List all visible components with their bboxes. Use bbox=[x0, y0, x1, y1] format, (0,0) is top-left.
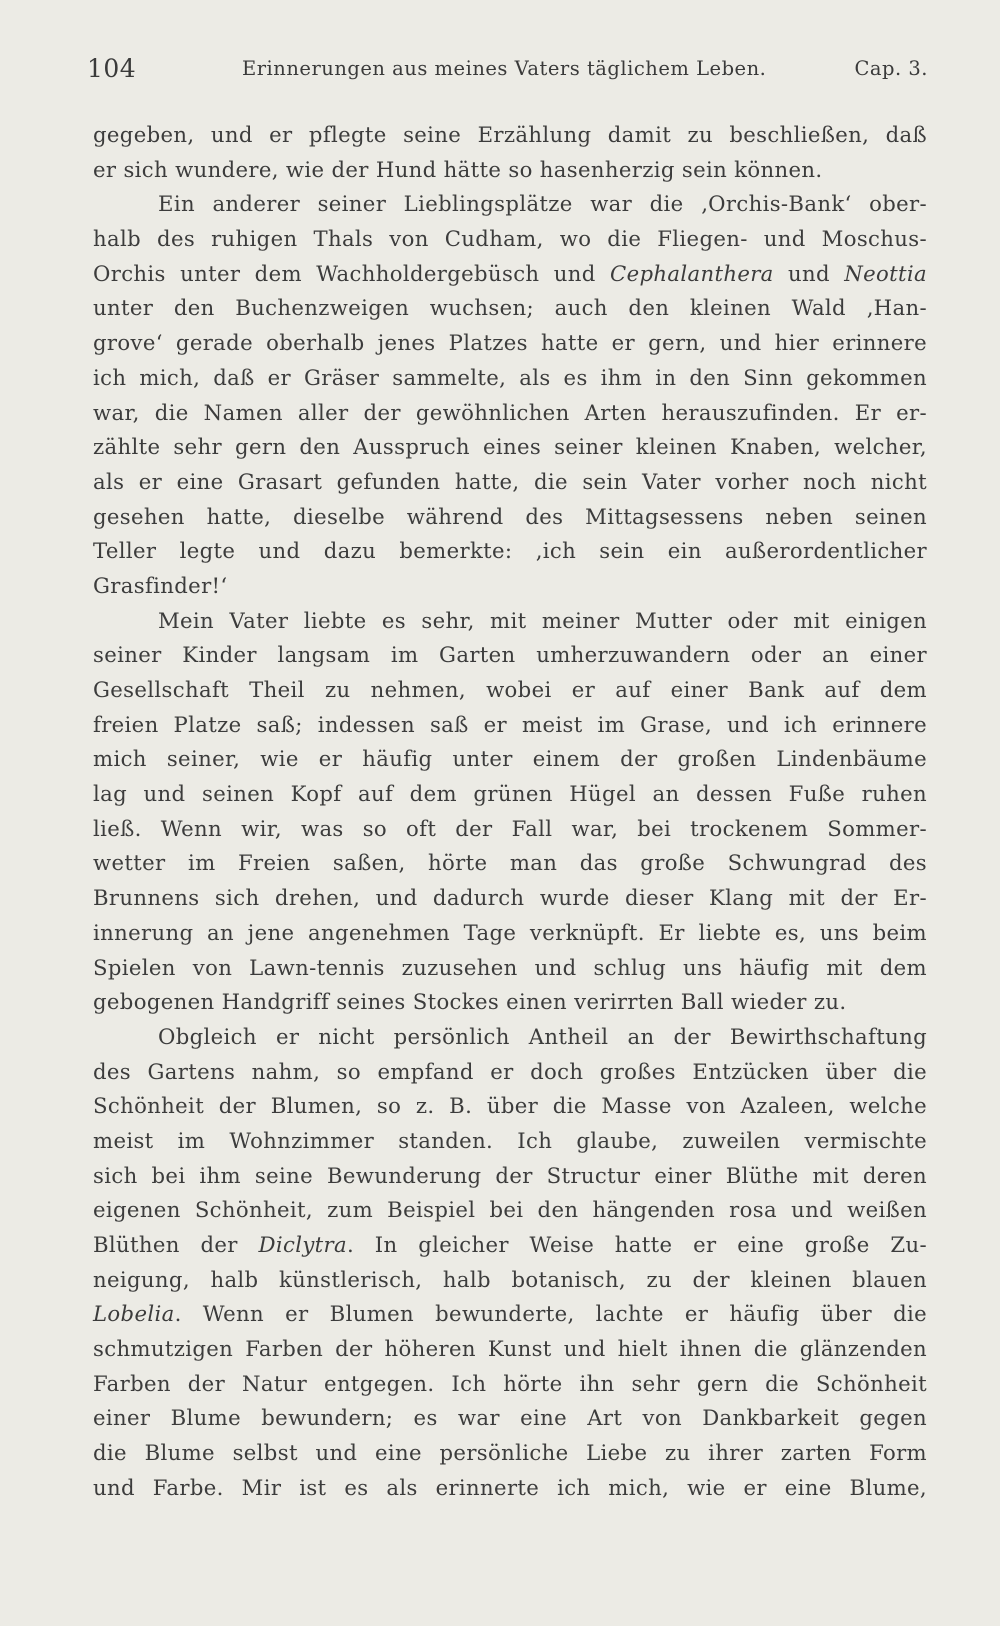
text-line: unter den Buchenzweigen wuchsen; auch den kleinen Wald ‚Han- bbox=[93, 295, 927, 321]
text-line: meist im Wohnzimmer standen. Ich glaube, zuweilen vermischte bbox=[93, 1127, 927, 1153]
page-header bbox=[87, 54, 928, 94]
text-line: ließ. Wenn wir, was so oft der Fall war, bei trockenem Sommer- bbox=[93, 815, 927, 841]
body-text bbox=[93, 118, 927, 1506]
text-line: einer Blume bewundern; es war eine Art von Dankbarkeit gegen bbox=[93, 1405, 927, 1431]
text-line: Schönheit der Blumen, so z. B. über die Masse von Azaleen, welche bbox=[93, 1093, 927, 1119]
text-line: Lobelia. Wenn er Blumen bewunderte, lachte er häufig über die bbox=[93, 1301, 927, 1327]
text-line: gesehen hatte, dieselbe während des Mittagsessens neben seinen bbox=[93, 503, 927, 529]
text-line: grove‘ gerade oberhalb jenes Platzes hatte er gern, und hier erinnere bbox=[93, 330, 927, 356]
text-line: war, die Namen aller der gewöhnlichen Arten herauszufinden. Er er- bbox=[93, 399, 927, 425]
text-line: neigung, halb künstlerisch, halb botanisch, zu der kleinen blauen bbox=[93, 1266, 927, 1292]
italic-term: Lobelia bbox=[93, 1301, 175, 1327]
text-line: Farben der Natur entgegen. Ich hörte ihn sehr gern die Schönheit bbox=[93, 1370, 927, 1396]
page-number: 104 bbox=[87, 54, 137, 83]
text-line: als er eine Grasart gefunden hatte, die sein Vater vorher noch nicht bbox=[93, 468, 927, 494]
running-title: Erinnerungen aus meines Vaters täglichem Leben. bbox=[242, 57, 767, 80]
text-line: schmutzigen Farben der höheren Kunst und hielt ihnen die glänzenden bbox=[93, 1336, 927, 1362]
chapter-label: Cap. 3. bbox=[854, 57, 928, 80]
text-line: sich bei ihm seine Bewunderung der Structur einer Blüthe mit deren bbox=[93, 1162, 927, 1188]
text-line: Orchis unter dem Wachholdergebüsch und Cephalanthera und Neottia bbox=[93, 260, 928, 286]
text-line: Brunnens sich drehen, und dadurch wurde dieser Klang mit der Er- bbox=[93, 885, 927, 911]
text-line: Teller legte und dazu bemerkte: ‚ich sein ein außerordentlicher bbox=[93, 538, 927, 564]
text-line: gebogenen Handgriff seines Stockes einen verirrten Ball wieder zu. bbox=[93, 989, 847, 1015]
text-line: die Blume selbst und eine persönliche Liebe zu ihrer zarten Form bbox=[93, 1440, 927, 1466]
text-line: Gesellschaft Theil zu nehmen, wobei er auf einer Bank auf dem bbox=[93, 677, 927, 702]
text-line: Mein Vater liebte es sehr, mit meiner Mutter oder mit einigen bbox=[158, 607, 927, 633]
text-line: halb des ruhigen Thals von Cudham, wo die Fliegen- und Moschus- bbox=[93, 226, 927, 252]
text-line: er sich wundere, wie der Hund hätte so hasenherzig sein können. bbox=[93, 156, 823, 182]
text-line: Spielen von Lawn-tennis zuzusehen und schlug uns häufig mit dem bbox=[93, 954, 927, 980]
text-line: innerung an jene angenehmen Tage verknüpft. Er liebte es, uns beim bbox=[93, 919, 927, 945]
text-line: freien Platze saß; indessen saß er meist im Grase, und ich erinnere bbox=[93, 711, 927, 737]
text-line: des Gartens nahm, so empfand er doch großes Entzücken über die bbox=[93, 1058, 927, 1084]
text-line: Blüthen der Diclytra. In gleicher Weise hatte er eine große Zu- bbox=[93, 1232, 927, 1257]
text-line: und Farbe. Mir ist es als erinnerte ich mich, wie er eine Blume, bbox=[93, 1474, 927, 1500]
text-line: Ein anderer seiner Lieblingsplätze war die ‚Orchis-Bank‘ ober- bbox=[158, 191, 927, 217]
text-line: eigenen Schönheit, zum Beispiel bei den hängenden rosa und weißen bbox=[93, 1197, 927, 1223]
italic-term: Cephalanthera bbox=[610, 260, 774, 286]
text-line: gegeben, und er pflegte seine Erzählung damit zu beschließen, daß bbox=[93, 122, 927, 147]
italic-term: Diclytra bbox=[258, 1232, 347, 1257]
text-line: Obgleich er nicht persönlich Antheil an der Bewirthschaftung bbox=[158, 1023, 927, 1049]
text-line: zählte sehr gern den Ausspruch eines seiner kleinen Knaben, welcher, bbox=[93, 434, 927, 460]
text-line: wetter im Freien saßen, hörte man das große Schwungrad des bbox=[93, 850, 927, 876]
italic-term: Neottia bbox=[844, 260, 928, 286]
text-line: seiner Kinder langsam im Garten umherzuwandern oder an einer bbox=[93, 642, 927, 668]
text-line: ich mich, daß er Gräser sammelte, als es ihm in den Sinn gekommen bbox=[93, 364, 927, 390]
text-line: lag und seinen Kopf auf dem grünen Hügel an dessen Fuße ruhen bbox=[93, 781, 927, 807]
text-line: Grasfinder!‘ bbox=[93, 572, 228, 598]
text-line: mich seiner, wie er häufig unter einem der großen Lindenbäume bbox=[93, 746, 927, 772]
